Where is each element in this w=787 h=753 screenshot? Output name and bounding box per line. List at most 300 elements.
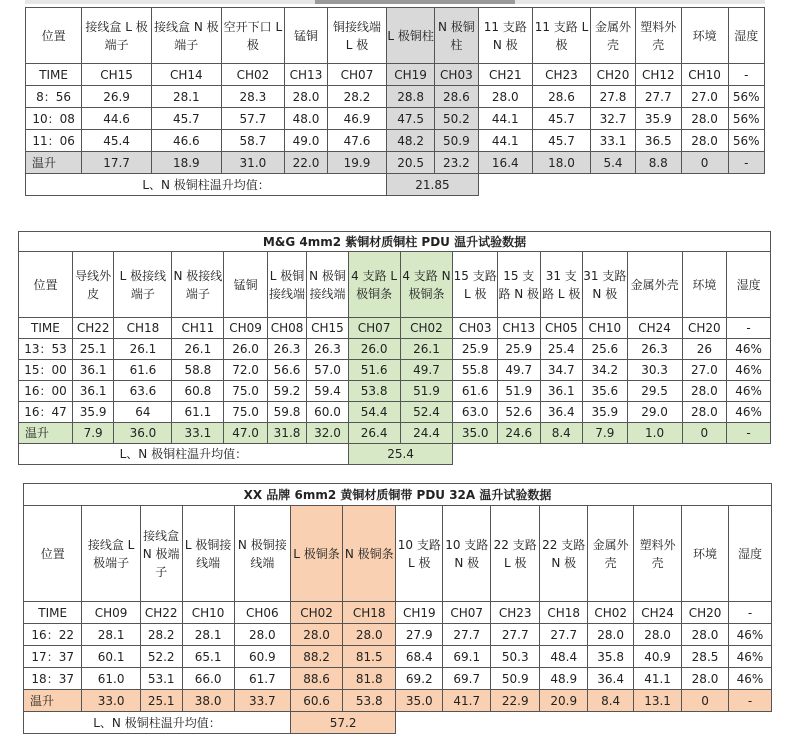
column-header: 锰铜	[285, 8, 328, 64]
data-cell: 25.4	[540, 339, 583, 360]
table-row	[19, 402, 771, 423]
rise-cell: 7.9	[583, 423, 628, 444]
column-header: 10 支路 N 极	[443, 506, 491, 602]
table-title: M&G 4mm2 紫铜材质铜柱 PDU 温升试验数据	[19, 232, 771, 252]
column-header: 31 支路 L 极	[540, 252, 583, 318]
rise-cell: 23.2	[435, 152, 479, 174]
table-row	[26, 86, 765, 108]
column-header: 接线盒 N 极端子	[140, 506, 182, 602]
column-header: 15 支路 N 极	[498, 252, 541, 318]
channel-cell: CH21	[478, 64, 532, 86]
rise-cell: 41.7	[443, 690, 491, 712]
data-cell: 28.0	[682, 624, 729, 646]
data-cell: 28.1	[82, 624, 140, 646]
rise-cell: 8.8	[635, 152, 681, 174]
channel-cell: CH20	[682, 318, 727, 339]
rise-cell: 31.0	[221, 152, 284, 174]
data-cell: 46%	[727, 381, 771, 402]
data-cell: 50.9	[435, 130, 479, 152]
data-cell: 27.8	[591, 86, 636, 108]
channel-cell: CH15	[307, 318, 348, 339]
data-cell: 51.6	[348, 360, 400, 381]
table-row	[19, 360, 771, 381]
rise-cell: 18.0	[532, 152, 590, 174]
data-cell: 27.7	[491, 624, 540, 646]
data-cell: 69.1	[443, 646, 491, 668]
data-cell: 26	[682, 339, 727, 360]
table-row	[19, 339, 771, 360]
data-cell: 63.6	[114, 381, 172, 402]
data-cell: 44.1	[478, 108, 532, 130]
column-header: 锰铜	[224, 252, 268, 318]
average-label: L、N 极铜柱温升均值：	[26, 174, 387, 196]
data-cell: 61.6	[453, 381, 498, 402]
data-cell: 40.9	[634, 646, 682, 668]
time-cell: 13：53	[19, 339, 73, 360]
data-cell: 88.2	[290, 646, 342, 668]
channel-cell: CH02	[290, 602, 342, 624]
rise-cell: 60.6	[290, 690, 342, 712]
data-cell: 60.1	[82, 646, 140, 668]
data-cell: 66.0	[182, 668, 234, 690]
time-cell: 10：08	[26, 108, 82, 130]
channel-cell: CH10	[681, 64, 728, 86]
data-cell: 28.5	[682, 646, 729, 668]
data-cell: 41.1	[634, 668, 682, 690]
channel-cell: CH07	[327, 64, 386, 86]
time-cell: 11：06	[26, 130, 82, 152]
channel-cell: CH13	[498, 318, 541, 339]
title-row	[19, 232, 771, 252]
channel-cell: -	[728, 64, 765, 86]
rise-cell: 19.9	[327, 152, 386, 174]
data-cell: 69.7	[443, 668, 491, 690]
data-cell: 36.1	[540, 381, 583, 402]
table-row	[26, 130, 765, 152]
data-cell: 56.6	[267, 360, 306, 381]
data-cell: 49.0	[285, 130, 328, 152]
data-cell: 63.0	[453, 402, 498, 423]
data-cell: 49.7	[400, 360, 453, 381]
table-1	[25, 7, 765, 196]
data-cell: 27.9	[396, 624, 443, 646]
rise-cell: 16.4	[478, 152, 532, 174]
data-cell: 25.9	[498, 339, 541, 360]
rise-cell: 53.8	[343, 690, 396, 712]
channel-cell: CH18	[114, 318, 172, 339]
data-cell: 28.0	[343, 624, 396, 646]
data-cell: 52.4	[400, 402, 453, 423]
temperature-rise-row	[19, 423, 771, 444]
channel-cell: CH18	[343, 602, 396, 624]
column-header: 塑料外壳	[635, 8, 681, 64]
data-cell: 36.1	[72, 360, 113, 381]
data-cell: 46%	[729, 646, 772, 668]
data-cell: 35.9	[635, 108, 681, 130]
rise-cell: 33.0	[82, 690, 140, 712]
data-cell: 35.9	[583, 402, 628, 423]
channel-cell: CH13	[285, 64, 328, 86]
data-cell: 28.0	[478, 86, 532, 108]
column-header: N 极铜柱	[435, 8, 479, 64]
channel-cell: CH08	[267, 318, 306, 339]
rise-cell: 26.4	[348, 423, 400, 444]
data-cell: 28.6	[435, 86, 479, 108]
rise-cell: 18.9	[151, 152, 221, 174]
data-cell: 72.0	[224, 360, 268, 381]
data-cell: 52.6	[498, 402, 541, 423]
data-cell: 29.0	[627, 402, 682, 423]
column-header: 接线盒 N 极端子	[151, 8, 221, 64]
average-value: 57.2	[290, 712, 395, 734]
rise-cell: 35.0	[396, 690, 443, 712]
data-cell: 49.7	[498, 360, 541, 381]
rise-cell: 32.0	[307, 423, 348, 444]
data-cell: 25.1	[72, 339, 113, 360]
channel-cell: CH12	[635, 64, 681, 86]
data-cell: 26.3	[627, 339, 682, 360]
channel-cell: CH09	[224, 318, 268, 339]
data-cell: 33.1	[591, 130, 636, 152]
channel-cell: CH05	[540, 318, 583, 339]
data-cell: 27.0	[681, 86, 728, 108]
rise-cell: -	[728, 152, 765, 174]
data-cell: 36.1	[72, 381, 113, 402]
rise-cell: 20.5	[387, 152, 435, 174]
data-cell: 44.1	[478, 130, 532, 152]
column-header: 31 支路 N 极	[583, 252, 628, 318]
time-cell: 16：00	[19, 381, 73, 402]
data-cell: 36.5	[635, 130, 681, 152]
data-cell: 56%	[728, 86, 765, 108]
table-row	[24, 668, 772, 690]
data-cell: 59.8	[267, 402, 306, 423]
rise-cell: 36.0	[114, 423, 172, 444]
rise-cell: -	[727, 423, 771, 444]
data-cell: 59.2	[267, 381, 306, 402]
channel-cell: CH18	[540, 602, 588, 624]
channel-cell: CH02	[588, 602, 634, 624]
data-cell: 68.4	[396, 646, 443, 668]
data-cell: 51.9	[400, 381, 453, 402]
column-header: N 极铜接线端	[307, 252, 348, 318]
channel-cell: CH20	[591, 64, 636, 86]
rise-cell: 13.1	[634, 690, 682, 712]
data-cell: 28.0	[682, 402, 727, 423]
rise-label: 温升	[24, 690, 82, 712]
channel-cell: CH14	[151, 64, 221, 86]
channel-cell: TIME	[26, 64, 82, 86]
column-header: N 极接线端子	[172, 252, 224, 318]
column-header: L 极铜柱	[387, 8, 435, 64]
data-cell: 61.6	[114, 360, 172, 381]
rise-cell: 0	[682, 690, 729, 712]
data-cell: 35.9	[72, 402, 113, 423]
rise-cell: 38.0	[182, 690, 234, 712]
channel-cell: -	[729, 602, 772, 624]
data-cell: 26.1	[172, 339, 224, 360]
data-cell: 50.3	[491, 646, 540, 668]
data-cell: 52.2	[140, 646, 182, 668]
data-cell: 46%	[727, 402, 771, 423]
channel-cell: -	[727, 318, 771, 339]
table-row	[24, 646, 772, 668]
column-header: N 极铜条	[343, 506, 396, 602]
data-cell: 55.8	[453, 360, 498, 381]
channel-cell: CH23	[532, 64, 590, 86]
column-header: 金属外壳	[627, 252, 682, 318]
column-header: 湿度	[729, 506, 772, 602]
rise-cell: 33.7	[234, 690, 290, 712]
channel-cell: CH09	[82, 602, 140, 624]
data-cell: 26.0	[348, 339, 400, 360]
rise-cell: 0	[682, 423, 727, 444]
table-row	[24, 624, 772, 646]
data-cell: 64	[114, 402, 172, 423]
data-cell: 59.4	[307, 381, 348, 402]
data-cell: 36.4	[588, 668, 634, 690]
data-cell: 57.7	[221, 108, 284, 130]
average-row	[26, 174, 765, 196]
channel-cell: CH10	[182, 602, 234, 624]
table-2	[18, 231, 771, 465]
rise-cell: 33.1	[172, 423, 224, 444]
data-cell: 27.7	[635, 86, 681, 108]
column-header: 位置	[26, 8, 82, 64]
column-header: 金属外壳	[591, 8, 636, 64]
column-header: 22 支路 L 极	[491, 506, 540, 602]
data-cell: 34.2	[583, 360, 628, 381]
data-cell: 27.0	[682, 360, 727, 381]
data-cell: 26.3	[267, 339, 306, 360]
data-cell: 56%	[728, 130, 765, 152]
channel-cell: CH19	[387, 64, 435, 86]
data-cell: 25.6	[583, 339, 628, 360]
data-cell: 61.0	[82, 668, 140, 690]
empty-cell	[396, 712, 772, 734]
data-cell: 81.5	[343, 646, 396, 668]
data-cell: 61.1	[172, 402, 224, 423]
data-cell: 60.8	[172, 381, 224, 402]
column-header: 11 支路 L 极	[532, 8, 590, 64]
data-cell: 45.7	[532, 108, 590, 130]
data-cell: 28.0	[285, 86, 328, 108]
data-cell: 46%	[727, 360, 771, 381]
data-cell: 58.7	[221, 130, 284, 152]
rise-label: 温升	[26, 152, 82, 174]
column-header: 接线盒 L 极端子	[82, 8, 152, 64]
header-row	[19, 252, 771, 318]
data-cell: 28.1	[182, 624, 234, 646]
column-header: 铜接线端 L 极	[327, 8, 386, 64]
rise-cell: 35.0	[453, 423, 498, 444]
data-cell: 28.2	[140, 624, 182, 646]
data-cell: 75.0	[224, 381, 268, 402]
data-cell: 46%	[729, 624, 772, 646]
column-header: L 极铜接线端	[182, 506, 234, 602]
channel-row	[19, 318, 771, 339]
average-value: 21.85	[387, 174, 479, 196]
data-cell: 28.0	[682, 668, 729, 690]
data-cell: 28.0	[290, 624, 342, 646]
channel-cell: CH06	[234, 602, 290, 624]
channel-cell: CH24	[627, 318, 682, 339]
channel-cell: CH15	[82, 64, 152, 86]
rise-cell: 24.6	[498, 423, 541, 444]
data-cell: 50.9	[491, 668, 540, 690]
data-cell: 50.2	[435, 108, 479, 130]
empty-cell	[478, 174, 764, 196]
data-cell: 53.8	[348, 381, 400, 402]
channel-cell: CH22	[72, 318, 113, 339]
data-cell: 26.1	[400, 339, 453, 360]
data-cell: 44.6	[82, 108, 152, 130]
data-cell: 48.9	[540, 668, 588, 690]
rise-cell: 17.7	[82, 152, 152, 174]
table-title: XX 品牌 6mm2 黄铜材质铜带 PDU 32A 温升试验数据	[24, 484, 772, 506]
column-header: 塑料外壳	[634, 506, 682, 602]
data-cell: 45.7	[151, 108, 221, 130]
average-label: L、N 极铜柱温升均值：	[19, 444, 349, 465]
data-cell: 81.8	[343, 668, 396, 690]
data-cell: 60.0	[307, 402, 348, 423]
time-cell: 8：56	[26, 86, 82, 108]
channel-cell: CH10	[583, 318, 628, 339]
table-row	[19, 381, 771, 402]
data-cell: 65.1	[182, 646, 234, 668]
rise-label: 温升	[19, 423, 73, 444]
channel-cell: TIME	[19, 318, 73, 339]
channel-row	[26, 64, 765, 86]
rise-cell: 5.4	[591, 152, 636, 174]
column-header: 15 支路 L 极	[453, 252, 498, 318]
data-cell: 28.0	[681, 108, 728, 130]
data-cell: 56%	[728, 108, 765, 130]
data-cell: 27.7	[443, 624, 491, 646]
channel-row	[24, 602, 772, 624]
data-cell: 28.0	[681, 130, 728, 152]
column-header: L 极铜接线端	[267, 252, 306, 318]
rise-cell: 0	[681, 152, 728, 174]
data-cell: 26.1	[114, 339, 172, 360]
data-cell: 75.0	[224, 402, 268, 423]
channel-cell: CH24	[634, 602, 682, 624]
channel-cell: TIME	[24, 602, 82, 624]
channel-cell: CH23	[491, 602, 540, 624]
column-header: 位置	[19, 252, 73, 318]
data-cell: 69.2	[396, 668, 443, 690]
table-3	[23, 483, 772, 734]
time-cell: 16：47	[19, 402, 73, 423]
rise-cell: 47.0	[224, 423, 268, 444]
data-cell: 48.2	[387, 130, 435, 152]
column-header: 11 支路 N 极	[478, 8, 532, 64]
header-row	[24, 506, 772, 602]
time-cell: 17：37	[24, 646, 82, 668]
column-header: L 极接线端子	[114, 252, 172, 318]
temperature-rise-row	[24, 690, 772, 712]
average-row	[24, 712, 772, 734]
column-header: L 极铜条	[290, 506, 342, 602]
data-cell: 48.4	[540, 646, 588, 668]
data-cell: 46%	[727, 339, 771, 360]
channel-cell: CH02	[400, 318, 453, 339]
data-cell: 28.0	[234, 624, 290, 646]
rise-cell: 25.1	[140, 690, 182, 712]
rise-cell: 24.4	[400, 423, 453, 444]
data-cell: 51.9	[498, 381, 541, 402]
data-cell: 28.1	[151, 86, 221, 108]
rise-cell: 22.9	[491, 690, 540, 712]
column-header: 环境	[682, 506, 729, 602]
data-cell: 29.5	[627, 381, 682, 402]
column-header: 导线外皮	[72, 252, 113, 318]
channel-cell: CH07	[443, 602, 491, 624]
column-header: 接线盒 L 极端子	[82, 506, 140, 602]
column-header: N 极铜接线端	[234, 506, 290, 602]
column-header: 金属外壳	[588, 506, 634, 602]
empty-cell	[453, 444, 771, 465]
rise-cell: 22.0	[285, 152, 328, 174]
data-cell: 28.6	[532, 86, 590, 108]
rise-cell: -	[729, 690, 772, 712]
data-cell: 57.0	[307, 360, 348, 381]
channel-cell: CH11	[172, 318, 224, 339]
temperature-rise-row	[26, 152, 765, 174]
time-cell: 16：22	[24, 624, 82, 646]
data-cell: 61.7	[234, 668, 290, 690]
table-row	[26, 108, 765, 130]
data-cell: 45.7	[532, 130, 590, 152]
data-cell: 30.3	[627, 360, 682, 381]
data-cell: 88.6	[290, 668, 342, 690]
cropped-title-strip	[25, 0, 765, 4]
data-cell: 45.4	[82, 130, 152, 152]
column-header: 4 支路 L 极铜条	[348, 252, 400, 318]
data-cell: 28.0	[634, 624, 682, 646]
column-header: 10 支路 L 极	[396, 506, 443, 602]
data-cell: 25.9	[453, 339, 498, 360]
channel-cell: CH02	[221, 64, 284, 86]
column-header: 环境	[681, 8, 728, 64]
header-row	[26, 8, 765, 64]
data-cell: 46%	[729, 668, 772, 690]
column-header: 空开下口 L 极	[221, 8, 284, 64]
data-cell: 28.0	[588, 624, 634, 646]
time-cell: 18：37	[24, 668, 82, 690]
average-row	[19, 444, 771, 465]
data-cell: 54.4	[348, 402, 400, 423]
data-cell: 60.9	[234, 646, 290, 668]
data-cell: 28.3	[221, 86, 284, 108]
rise-cell: 1.0	[627, 423, 682, 444]
data-cell: 32.7	[591, 108, 636, 130]
data-cell: 47.5	[387, 108, 435, 130]
data-cell: 58.8	[172, 360, 224, 381]
title-row	[24, 484, 772, 506]
rise-cell: 20.9	[540, 690, 588, 712]
data-cell: 26.3	[307, 339, 348, 360]
data-cell: 35.6	[583, 381, 628, 402]
data-cell: 47.6	[327, 130, 386, 152]
rise-cell: 8.4	[588, 690, 634, 712]
data-cell: 35.8	[588, 646, 634, 668]
data-cell: 28.0	[682, 381, 727, 402]
channel-cell: CH07	[348, 318, 400, 339]
channel-cell: CH03	[435, 64, 479, 86]
data-cell: 34.7	[540, 360, 583, 381]
column-header: 湿度	[727, 252, 771, 318]
